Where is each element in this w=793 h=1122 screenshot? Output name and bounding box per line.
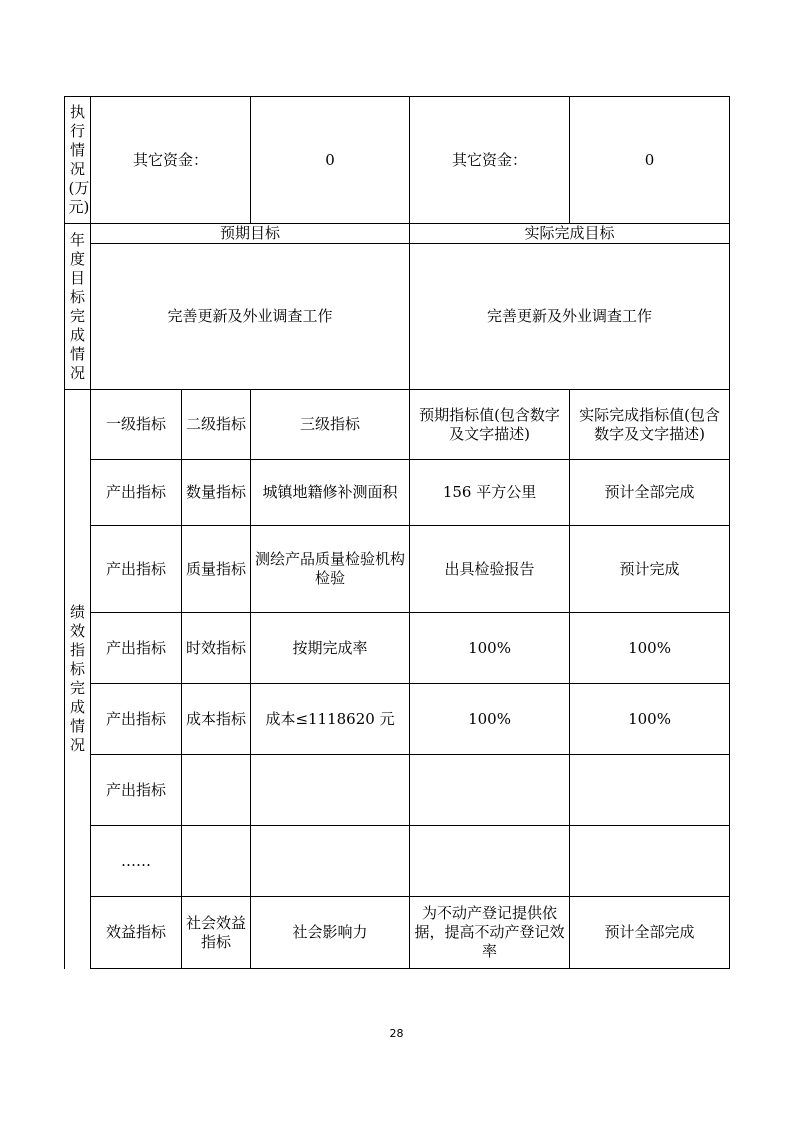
row-level3: 城镇地籍修补测面积 <box>251 460 410 526</box>
row-expected <box>410 826 570 897</box>
row-level1: 产出指标 <box>91 526 182 613</box>
table-row <box>65 460 730 526</box>
table-row <box>65 684 730 755</box>
row-actual: 预计全部完成 <box>570 897 730 969</box>
row-level1: …… <box>91 826 182 897</box>
row-level2: 时效指标 <box>182 613 251 684</box>
row-level2: 社会效益指标 <box>182 897 251 969</box>
row-level3 <box>251 755 410 826</box>
actual-goal-header: 实际完成目标 <box>410 224 730 244</box>
row-level2 <box>182 826 251 897</box>
row-expected: 156 平方公里 <box>410 460 570 526</box>
actual-goal-text: 完善更新及外业调查工作 <box>410 244 730 390</box>
table-row <box>65 526 730 613</box>
row-actual: 100% <box>570 684 730 755</box>
row-level3: 按期完成率 <box>251 613 410 684</box>
row-level2: 数量指标 <box>182 460 251 526</box>
row-level2: 质量指标 <box>182 526 251 613</box>
row-expected: 100% <box>410 613 570 684</box>
row-level2 <box>182 755 251 826</box>
row-level1: 产出指标 <box>91 684 182 755</box>
row-expected: 出具检验报告 <box>410 526 570 613</box>
row-level1: 产出指标 <box>91 460 182 526</box>
table-row <box>65 897 730 969</box>
perf-section-label: 绩效指标完成情况 <box>65 390 91 969</box>
goal-section-label: 年度目标完成情况 <box>65 224 91 390</box>
row-actual: 100% <box>570 613 730 684</box>
level1-header: 一级指标 <box>91 390 182 460</box>
expected-goal-header: 预期目标 <box>91 224 410 244</box>
row-level1: 效益指标 <box>91 897 182 969</box>
other-funds-value-2: 0 <box>570 97 730 224</box>
exec-section-label: 执行情况(万元) <box>65 97 91 224</box>
row-expected: 为不动产登记提供依据，提高不动产登记效率 <box>410 897 570 969</box>
row-actual: 预计全部完成 <box>570 460 730 526</box>
goal-content-row <box>65 244 730 390</box>
other-funds-label-1: 其它资金： <box>91 97 251 224</box>
row-level3: 成本≤1118620 元 <box>251 684 410 755</box>
other-funds-label-2: 其它资金： <box>410 97 570 224</box>
row-expected: 100% <box>410 684 570 755</box>
row-level1: 产出指标 <box>91 755 182 826</box>
table-row <box>65 755 730 826</box>
row-level2: 成本指标 <box>182 684 251 755</box>
row-actual: 预计完成 <box>570 526 730 613</box>
row-level3: 社会影响力 <box>251 897 410 969</box>
row-level1: 产出指标 <box>91 613 182 684</box>
table-row <box>65 613 730 684</box>
actual-value-header: 实际完成指标值(包含数字及文字描述) <box>570 390 730 460</box>
other-funds-value-1: 0 <box>251 97 410 224</box>
row-actual <box>570 755 730 826</box>
performance-form-table <box>64 96 730 969</box>
expected-goal-text: 完善更新及外业调查工作 <box>91 244 410 390</box>
level2-header: 二级指标 <box>182 390 251 460</box>
level3-header: 三级指标 <box>251 390 410 460</box>
expected-value-header: 预期指标值(包含数字及文字描述) <box>410 390 570 460</box>
table-row <box>65 826 730 897</box>
row-actual <box>570 826 730 897</box>
perf-header-row <box>65 390 730 460</box>
row-expected <box>410 755 570 826</box>
page-number: 28 <box>389 1027 404 1040</box>
goal-header-row <box>65 224 730 244</box>
exec-row <box>65 97 730 224</box>
row-level3: 测绘产品质量检验机构检验 <box>251 526 410 613</box>
row-level3 <box>251 826 410 897</box>
